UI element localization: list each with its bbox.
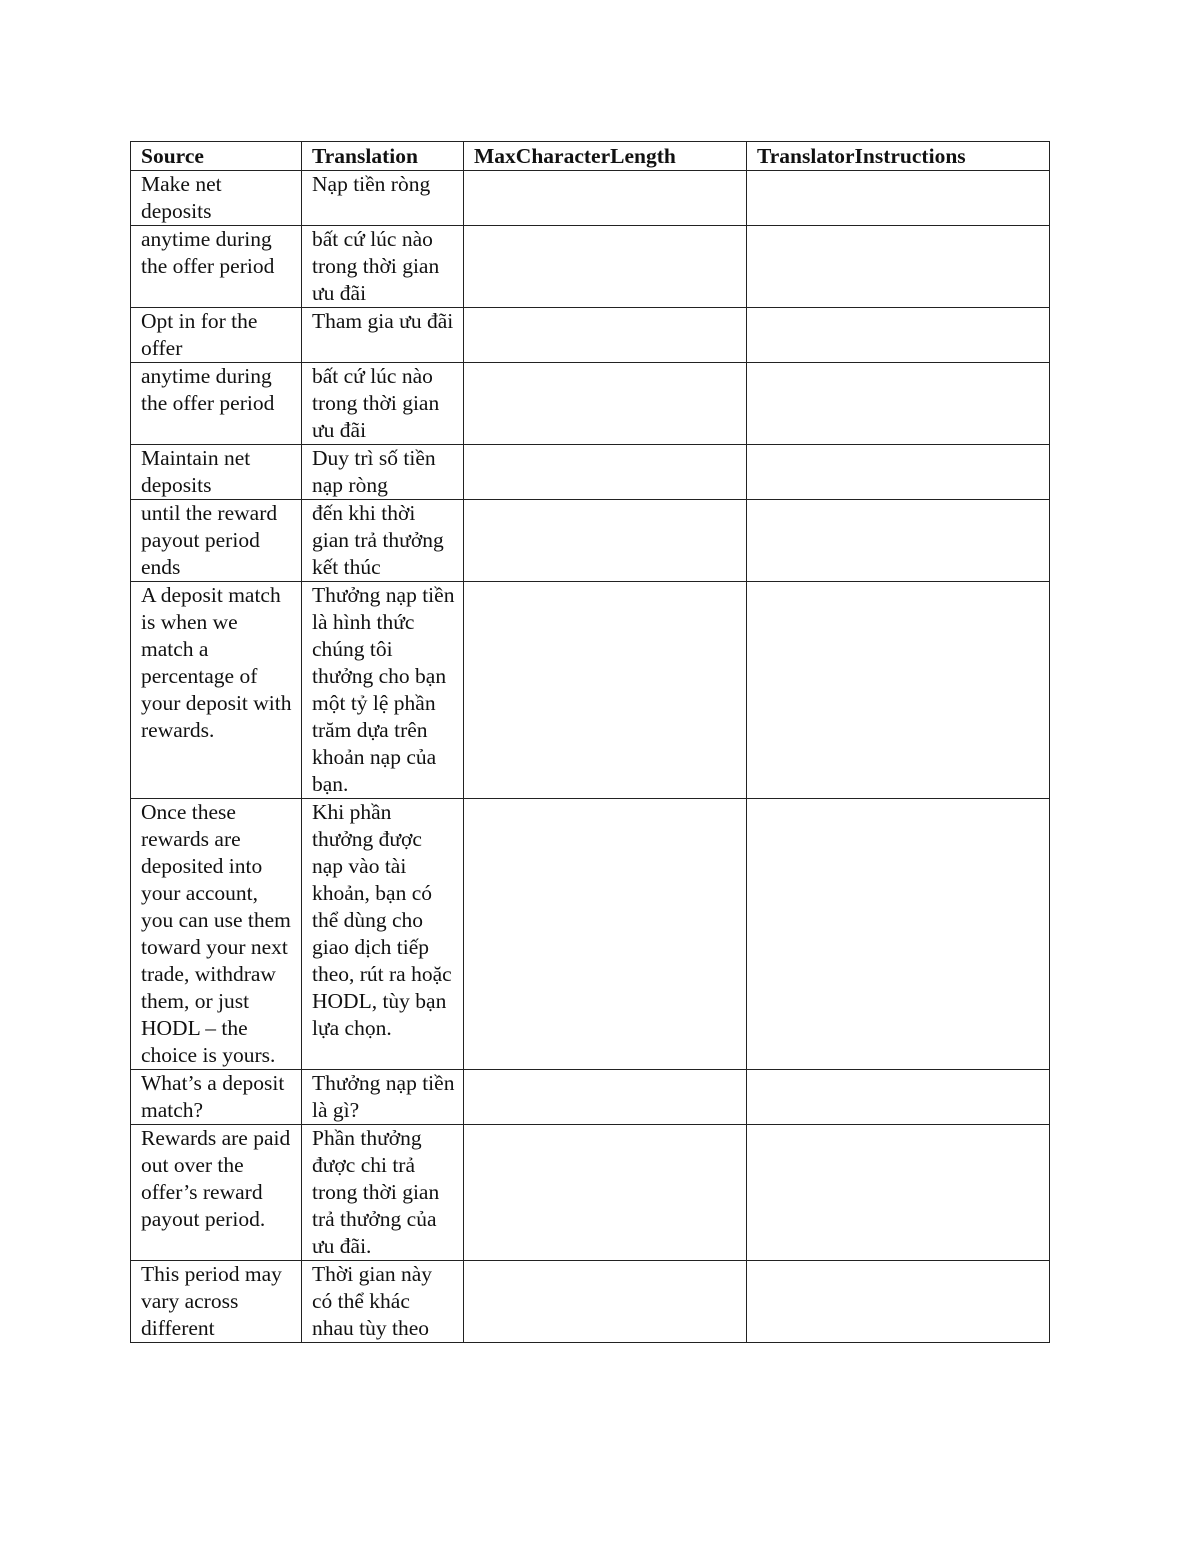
instructions-cell xyxy=(747,445,1050,500)
source-cell: until the reward payout period ends xyxy=(131,500,302,582)
source-cell: A deposit match is when we match a percentage of your deposit with rewards. xyxy=(131,582,302,799)
translation-cell: Thưởng nạp tiền là gì? xyxy=(302,1070,464,1125)
instructions-cell xyxy=(747,1125,1050,1261)
instructions-cell xyxy=(747,1261,1050,1343)
table-row xyxy=(131,799,1050,1070)
max-length-cell xyxy=(464,226,747,308)
translation-cell: đến khi thời gian trả thưởng kết thúc xyxy=(302,500,464,582)
max-length-cell xyxy=(464,582,747,799)
instructions-cell xyxy=(747,582,1050,799)
table-row xyxy=(131,1261,1050,1343)
table-row xyxy=(131,226,1050,308)
table-row xyxy=(131,582,1050,799)
max-length-cell xyxy=(464,445,747,500)
translation-table xyxy=(130,141,1050,1343)
source-cell: Once these rewards are deposited into your account, you can use them toward your next trade, withdraw them, or just HODL – the choice is yours. xyxy=(131,799,302,1070)
translation-cell: Thời gian này có thể khác nhau tùy theo xyxy=(302,1261,464,1343)
source-cell: This period may vary across different xyxy=(131,1261,302,1343)
source-cell: Opt in for the offer xyxy=(131,308,302,363)
translation-cell: bất cứ lúc nào trong thời gian ưu đãi xyxy=(302,363,464,445)
source-cell: anytime during the offer period xyxy=(131,226,302,308)
header-source: Source xyxy=(131,142,302,171)
table-header-row xyxy=(131,142,1050,171)
instructions-cell xyxy=(747,363,1050,445)
table-row xyxy=(131,308,1050,363)
max-length-cell xyxy=(464,500,747,582)
max-length-cell xyxy=(464,1125,747,1261)
max-length-cell xyxy=(464,171,747,226)
table-row xyxy=(131,445,1050,500)
source-cell: anytime during the offer period xyxy=(131,363,302,445)
translation-cell: Phần thưởng được chi trả trong thời gian trả thưởng của ưu đãi. xyxy=(302,1125,464,1261)
instructions-cell xyxy=(747,500,1050,582)
translation-cell: Thưởng nạp tiền là hình thức chúng tôi thưởng cho bạn một tỷ lệ phần trăm dựa trên khoản nạp của bạn. xyxy=(302,582,464,799)
instructions-cell xyxy=(747,799,1050,1070)
table-row xyxy=(131,1070,1050,1125)
source-cell: Maintain net deposits xyxy=(131,445,302,500)
instructions-cell xyxy=(747,308,1050,363)
instructions-cell xyxy=(747,1070,1050,1125)
max-length-cell xyxy=(464,1261,747,1343)
translation-cell: Tham gia ưu đãi xyxy=(302,308,464,363)
table-row xyxy=(131,1125,1050,1261)
table-row xyxy=(131,500,1050,582)
table-row xyxy=(131,171,1050,226)
table-row xyxy=(131,363,1050,445)
source-cell: Rewards are paid out over the offer’s reward payout period. xyxy=(131,1125,302,1261)
max-length-cell xyxy=(464,363,747,445)
header-translation: Translation xyxy=(302,142,464,171)
translation-cell: Duy trì số tiền nạp ròng xyxy=(302,445,464,500)
source-cell: Make net deposits xyxy=(131,171,302,226)
translation-cell: Khi phần thưởng được nạp vào tài khoản, bạn có thể dùng cho giao dịch tiếp theo, rút ra hoặc HODL, tùy bạn lựa chọn. xyxy=(302,799,464,1070)
instructions-cell xyxy=(747,226,1050,308)
translation-cell: bất cứ lúc nào trong thời gian ưu đãi xyxy=(302,226,464,308)
max-length-cell xyxy=(464,308,747,363)
max-length-cell xyxy=(464,799,747,1070)
translation-cell: Nạp tiền ròng xyxy=(302,171,464,226)
header-translator-instructions: TranslatorInstructions xyxy=(747,142,1050,171)
header-max-character-length: MaxCharacterLength xyxy=(464,142,747,171)
instructions-cell xyxy=(747,171,1050,226)
max-length-cell xyxy=(464,1070,747,1125)
source-cell: What’s a deposit match? xyxy=(131,1070,302,1125)
